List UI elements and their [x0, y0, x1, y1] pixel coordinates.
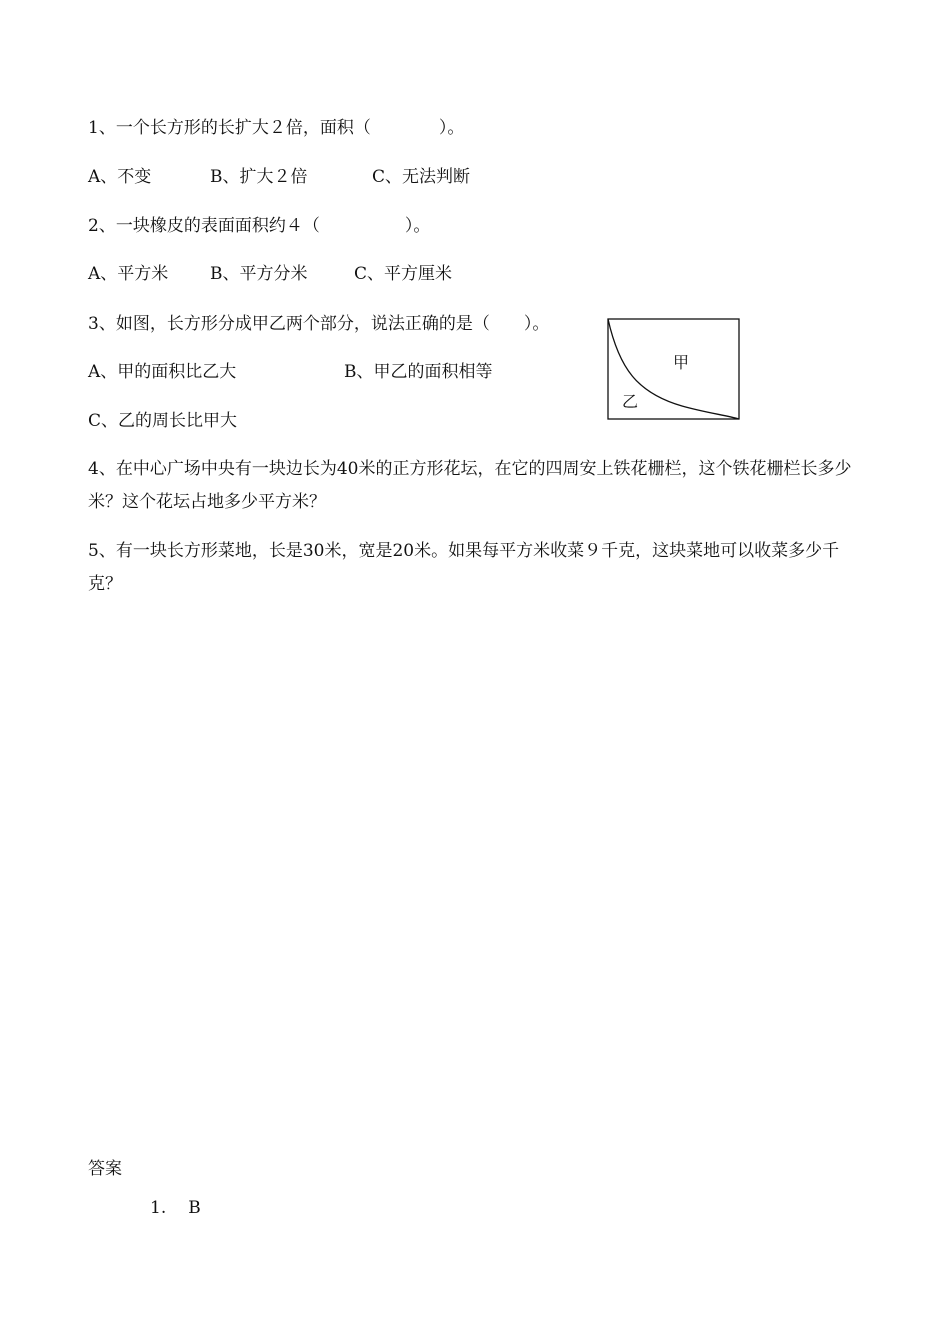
- region-label-jia: 甲: [673, 353, 690, 372]
- answers-heading: 答案: [88, 1159, 122, 1179]
- answer-item: [150, 1197, 201, 1219]
- question-1-option-c: C、无法判断: [372, 167, 471, 187]
- rectangle-figure: [607, 318, 741, 422]
- question-1-stem: 1、一个长方形的长扩大２倍，面积（ ）。: [88, 118, 465, 138]
- question-3-option-a: A、甲的面积比乙大: [88, 362, 237, 382]
- question-1-option-a: A、不变: [88, 167, 152, 187]
- answer-value: B: [188, 1198, 201, 1218]
- region-label-yi: 乙: [622, 392, 639, 411]
- question-5-stem: 5、有一块长方形菜地，长是30米，宽是20米。如果每平方米收菜９千克，这块菜地可以收菜多少千克？: [88, 541, 840, 594]
- question-4-stem: 4、在中心广场中央有一块边长为40米的正方形花坛，在它的四周安上铁花栅栏，这个铁花栅栏长多少米？这个花坛占地多少平方米？: [88, 459, 852, 512]
- question-3-option-b: B、甲乙的面积相等: [344, 362, 493, 382]
- question-3-stem: 3、如图，长方形分成甲乙两个部分，说法正确的是（ ）。: [88, 314, 550, 334]
- question-1-options: [88, 166, 588, 188]
- question-2-options: [88, 263, 588, 285]
- question-2-option-a: A、平方米: [88, 264, 169, 284]
- question-1-option-b: B、扩大２倍: [210, 167, 308, 187]
- answer-number: 1.: [150, 1198, 167, 1218]
- question-2-option-c: C、平方厘米: [354, 264, 453, 284]
- question-2-option-b: B、平方分米: [210, 264, 308, 284]
- question-2-stem: 2、一块橡皮的表面面积约４（ ）。: [88, 216, 431, 236]
- question-3-option-c: C、乙的周长比甲大: [88, 411, 238, 431]
